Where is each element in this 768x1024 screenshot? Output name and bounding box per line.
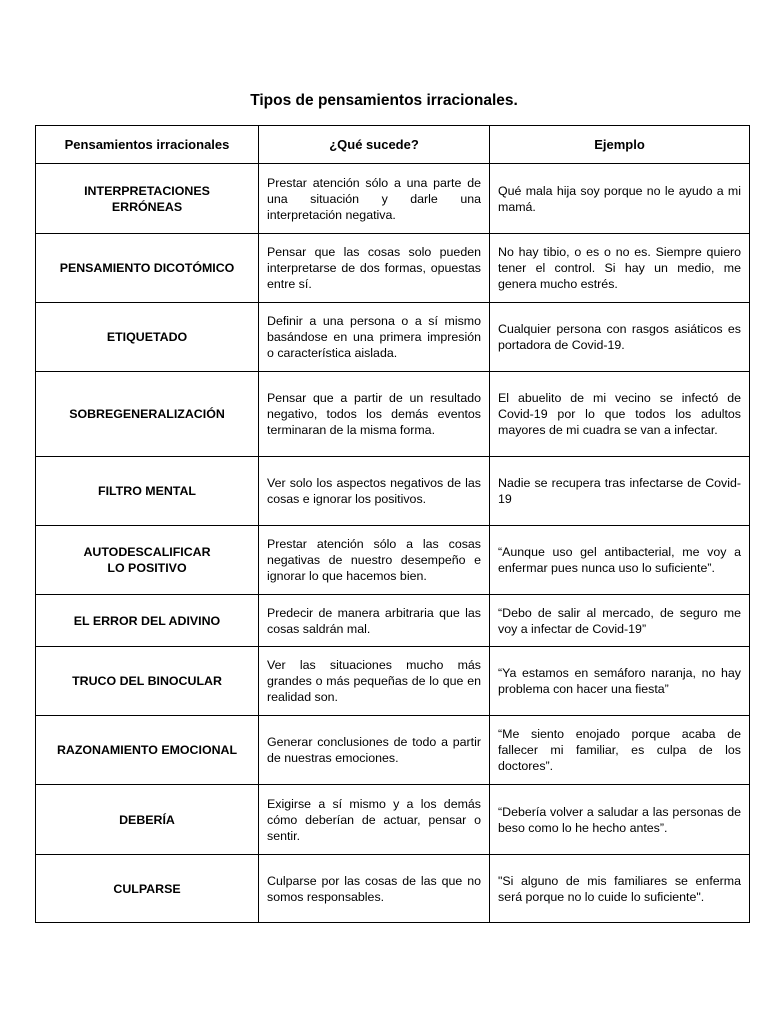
row-example: “Debo de salir al mercado, de seguro me voy a infectar de Covid-19”: [490, 595, 750, 647]
row-description: Pensar que a partir de un resultado negativo, todos los demás eventos terminaran de la misma forma.: [259, 372, 490, 457]
row-name: SOBREGENERALIZACIÓN: [36, 372, 259, 457]
row-description: Definir a una persona o a sí mismo basándose en una primera impresión o característica aislada.: [259, 303, 490, 372]
row-name: FILTRO MENTAL: [36, 457, 259, 526]
table-row: [36, 595, 750, 647]
table-row: [36, 457, 750, 526]
table-header-row: [36, 126, 750, 164]
row-description: Prestar atención sólo a una parte de una situación y darle una interpretación negativa.: [259, 164, 490, 234]
row-example: Nadie se recupera tras infectarse de Covid-19: [490, 457, 750, 526]
row-name: ETIQUETADO: [36, 303, 259, 372]
row-example: "Si alguno de mis familiares se enferma será porque no lo cuide lo suficiente".: [490, 855, 750, 923]
row-name: DEBERÍA: [36, 785, 259, 855]
table-row: [36, 647, 750, 716]
row-example: El abuelito de mi vecino se infectó de Covid-19 por lo que todos los adultos mayores de mi cuadra se van a infectar.: [490, 372, 750, 457]
row-name: EL ERROR DEL ADIVINO: [36, 595, 259, 647]
column-header-example: Ejemplo: [490, 126, 750, 164]
row-name: RAZONAMIENTO EMOCIONAL: [36, 716, 259, 785]
row-example: “Debería volver a saludar a las personas de beso como lo he hecho antes”.: [490, 785, 750, 855]
row-name: TRUCO DEL BINOCULAR: [36, 647, 259, 716]
row-example: No hay tibio, o es o no es. Siempre quiero tener el control. Si hay un medio, me genera mucho estrés.: [490, 234, 750, 303]
row-description: Ver solo los aspectos negativos de las cosas e ignorar los positivos.: [259, 457, 490, 526]
row-name: AUTODESCALIFICAR LO POSITIVO: [36, 526, 259, 595]
row-name: PENSAMIENTO DICOTÓMICO: [36, 234, 259, 303]
row-example: Cualquier persona con rasgos asiáticos es portadora de Covid-19.: [490, 303, 750, 372]
row-description: Predecir de manera arbitraria que las cosas saldrán mal.: [259, 595, 490, 647]
table-row: [36, 303, 750, 372]
row-name: INTERPRETACIONES ERRÓNEAS: [36, 164, 259, 234]
row-description: Generar conclusiones de todo a partir de nuestras emociones.: [259, 716, 490, 785]
table-row: [36, 785, 750, 855]
row-example: “Me siento enojado porque acaba de fallecer mi familiar, es culpa de los doctores”.: [490, 716, 750, 785]
row-example: Qué mala hija soy porque no le ayudo a mi mamá.: [490, 164, 750, 234]
table-row: [36, 855, 750, 923]
row-description: Ver las situaciones mucho más grandes o más pequeñas de lo que en realidad son.: [259, 647, 490, 716]
table-row: [36, 372, 750, 457]
row-example: “Ya estamos en semáforo naranja, no hay problema con hacer una fiesta”: [490, 647, 750, 716]
row-name: CULPARSE: [36, 855, 259, 923]
irrational-thoughts-table: [35, 125, 750, 923]
row-example: “Aunque uso gel antibacterial, me voy a enfermar pues nunca uso lo suficiente”.: [490, 526, 750, 595]
column-header-what-happens: ¿Qué sucede?: [259, 126, 490, 164]
row-description: Prestar atención sólo a las cosas negativas de nuestro desempeño e ignorar lo que hacemos bien.: [259, 526, 490, 595]
row-description: Pensar que las cosas solo pueden interpretarse de dos formas, opuestas entre sí.: [259, 234, 490, 303]
table-row: [36, 164, 750, 234]
table-row: [36, 716, 750, 785]
column-header-thoughts: Pensamientos irracionales: [36, 126, 259, 164]
row-description: Culparse por las cosas de las que no somos responsables.: [259, 855, 490, 923]
table-row: [36, 526, 750, 595]
page-title: Tipos de pensamientos irracionales.: [250, 92, 518, 109]
row-description: Exigirse a sí mismo y a los demás cómo deberían de actuar, pensar o sentir.: [259, 785, 490, 855]
table-row: [36, 234, 750, 303]
